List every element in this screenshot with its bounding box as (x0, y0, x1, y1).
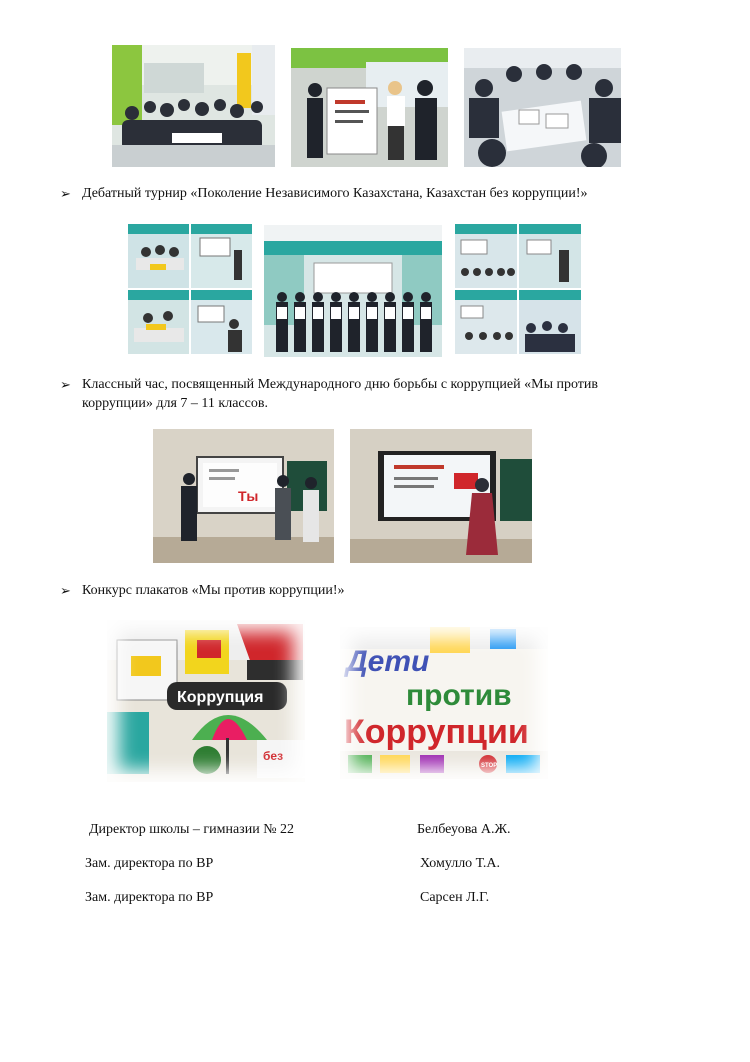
poster-word-against: против (406, 679, 512, 712)
signature-name-deputy-1: Хомулло Т.А. (420, 856, 500, 871)
photo-class-hour-teacher (350, 429, 532, 563)
bullet-text: Дебатный турнир «Поколение Независимого Казахстана, Казахстан без коррупции!» (82, 186, 588, 201)
photo-flipchart-presentation (291, 48, 448, 167)
photo-debate-participants-group (264, 225, 442, 357)
arrow-bullet-icon: ➢ (60, 186, 71, 201)
signature-name-deputy-2: Сарсен Л.Г. (420, 890, 490, 905)
slide-word: Ты (238, 488, 259, 504)
poster-word-corruption: Коррупция (177, 689, 264, 706)
photo-poster-left (107, 620, 305, 782)
poster-stop-sign: STOP (481, 763, 498, 769)
signature-title-deputy-1: Зам. директора по ВР (85, 856, 214, 871)
poster-word-corruption: Коррупции (344, 713, 529, 751)
arrow-bullet-icon: ➢ (60, 377, 71, 392)
signature-title-deputy-2: Зам. директора по ВР (85, 890, 214, 905)
bullet-text-line-1: Классный час, посвященный Международного дню борьбы с коррупцией «Мы против (82, 377, 599, 392)
bullet-text: Конкурс плакатов «Мы против коррупции!» (82, 583, 345, 598)
bullet-text-line-2: коррупции» для 7 – 11 классов. (82, 396, 268, 411)
arrow-bullet-icon: ➢ (60, 583, 71, 598)
poster-word-children: Дети (346, 645, 430, 678)
signature-name-director: Белбеуова А.Ж. (417, 822, 511, 837)
photo-classroom-students (112, 45, 275, 167)
signature-title-director: Директор школы – гимназии № 22 (89, 822, 295, 837)
photo-collage-debate-left (128, 224, 252, 354)
poster-word-without: без (263, 749, 284, 763)
photo-poster-right (340, 627, 548, 779)
photo-class-hour-presenters (153, 429, 334, 563)
photo-group-work (464, 48, 621, 167)
bullet-class-hour-continued (82, 395, 268, 413)
photo-collage-debate-right (455, 224, 581, 354)
